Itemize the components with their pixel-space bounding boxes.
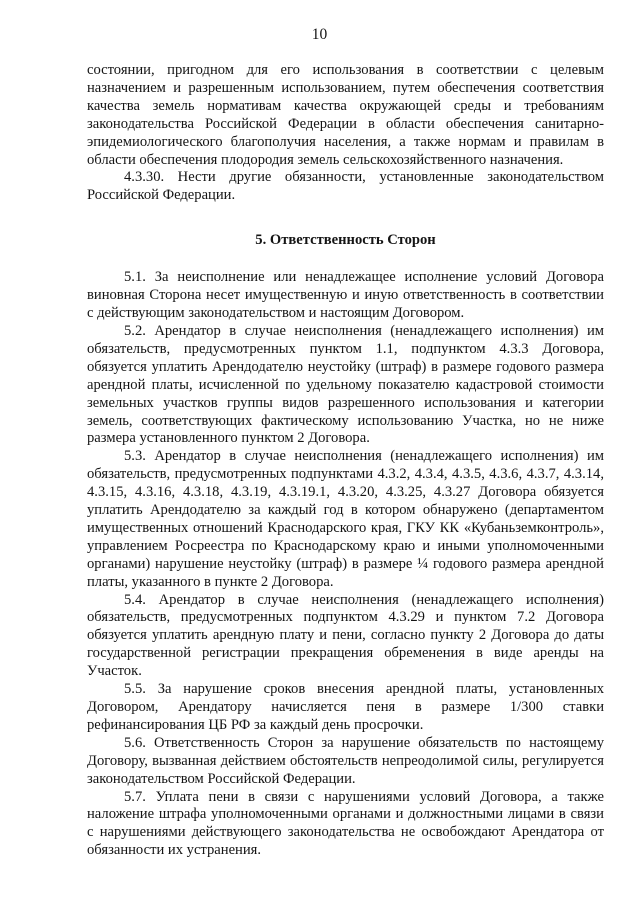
- section-heading-responsibility: 5. Ответственность Сторон: [255, 232, 436, 249]
- paragraph-4-3-29-continued: состоянии, пригодном для его использования в соответствии с целевым назначением и разрешенным использованием, путем обеспечения соответствия качества земель нормативам качества окружающей среды и требованиям законодательства Российской Федерации в области обеспечения санитарно-эпидемиологического благополучия населения, а также нормам и правилам в области обеспечения плодородия земель сельскохозяйственного назначения.: [87, 62, 604, 168]
- paragraph-5-1: 5.1. За неисполнение или ненадлежащее исполнение условий Договора виновная Сторона несет имущественную и иную ответственность в соответствии с действующим законодательством и настоящим Договором.: [87, 269, 604, 322]
- paragraph-5-2: 5.2. Арендатор в случае неисполнения (ненадлежащего исполнения) им обязательств, предусмотренных пунктом 1.1, подпунктом 4.3.3 Договора, обязуется уплатить Арендодателю неустойку (штраф) в размере годового размера арендной платы, исчисленной по удельному показателю кадастровой стоимости земельных участков группы видов разрешенного использования и категории земель, соответствующих фактическому использованию Участка, но не ниже размера установленного пунктом 2 Договора.: [87, 322, 604, 447]
- page-number: 10: [311, 26, 328, 43]
- paragraph-5-3: 5.3. Арендатор в случае неисполнения (ненадлежащего исполнения) им обязательств, предусмотренных подпунктами 4.3.2, 4.3.4, 4.3.5, 4.3.6, 4.3.7, 4.3.14, 4.3.15, 4.3.16, 4.3.18, 4.3.19, 4.3.19.1, 4.3.20, 4.3.25, 4.3.27 Договора обязуется уплатить Арендодателю за каждый год в котором обнаружено (департаментом имущественных отношений Краснодарского края, ГКУ КК «Кубаньземконтроль», управлением Росреестра по Краснодарскому краю и иными уполномоченными органами) нарушение неустойку (штраф) в размере ¼ годового размера арендной платы, указанного в пункте 2 Договора.: [87, 448, 604, 590]
- paragraph-4-3-30: 4.3.30. Нести другие обязанности, установленные законодательством Российской Федерации.: [87, 169, 604, 204]
- paragraph-5-4: 5.4. Арендатор в случае неисполнения (ненадлежащего исполнения) обязательств, предусмотренных подпунктом 4.3.29 и пунктом 7.2 Договора обязуется уплатить арендную плату и пени, согласно пункту 2 Договора до даты государственной регистрации прекращения обременения в виде аренды на Участок.: [87, 591, 604, 680]
- document-body: [87, 62, 604, 860]
- paragraph-5-7: 5.7. Уплата пени в связи с нарушениями условий Договора, а также наложение штрафа уполномоченными органами и должностными лицами в связи с нарушениями действующего законодательства не освобождают Арендатора от обязанности их устранения.: [87, 788, 604, 859]
- paragraph-5-6: 5.6. Ответственность Сторон за нарушение обязательств по настоящему Договору, вызванная действием обстоятельств непреодолимой силы, регулируется законодательством Российской Федерации.: [87, 734, 604, 787]
- paragraph-5-5: 5.5. За нарушение сроков внесения арендной платы, установленных Договором, Арендатору начисляется пеня в размере 1/300 ставки рефинансирования ЦБ РФ за каждый день просрочки.: [87, 681, 604, 733]
